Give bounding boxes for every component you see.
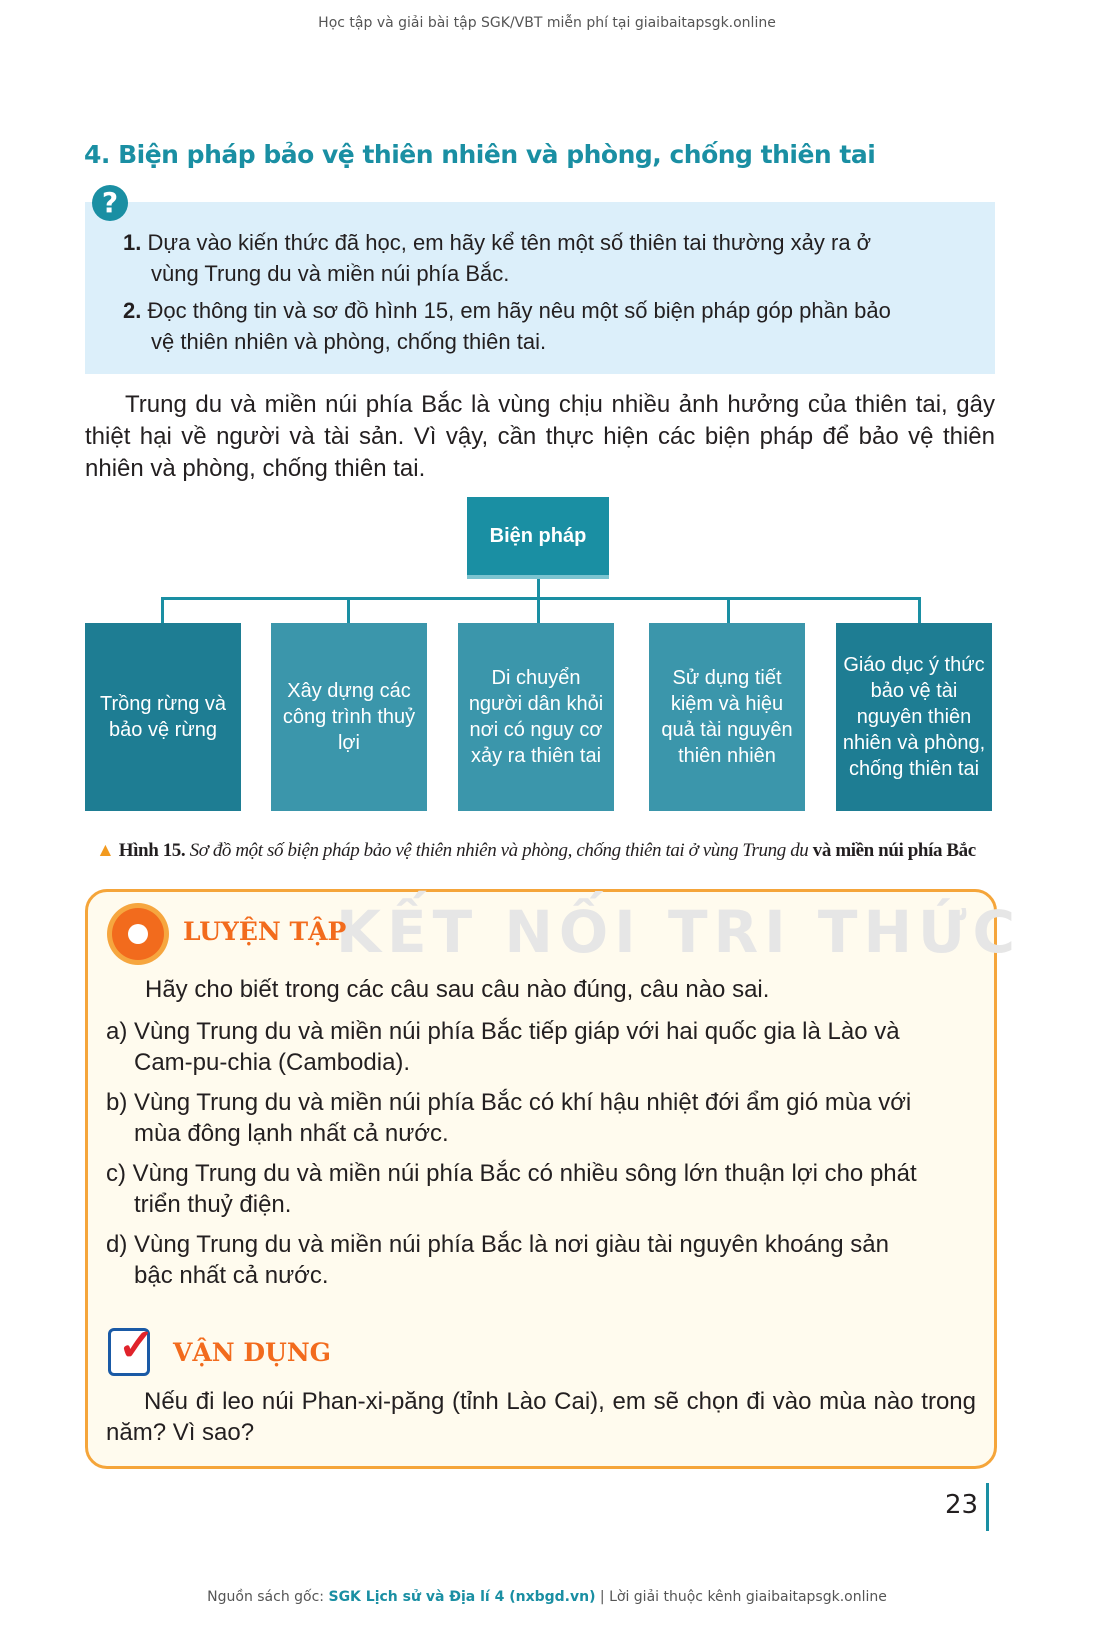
practice-item-line: a) Vùng Trung du và miền núi phía Bắc tiếp giáp với hai quốc gia là Lào và <box>106 1018 900 1045</box>
question-item <box>123 227 963 289</box>
watermark: KẾT NỐI TRI THỨC <box>336 898 1022 966</box>
check-mark-icon: ✓ <box>118 1321 155 1370</box>
question-line: vùng Trung du và miền núi phía Bắc. <box>151 261 510 286</box>
connector-drop <box>537 597 540 623</box>
practice-item <box>106 1016 976 1078</box>
connector-drop <box>727 597 730 623</box>
apply-title: VẬN DỤNG <box>173 1338 332 1367</box>
practice-item-line: triển thuỷ điện. <box>134 1191 292 1218</box>
header-note: Học tập và giải bài tập SGK/VBT miễn phí tại giaibaitapsgk.online <box>318 15 776 31</box>
practice-item-line: mùa đông lạnh nhất cả nước. <box>134 1120 449 1147</box>
connector-drop <box>161 597 164 623</box>
question-mark-icon: ? <box>92 185 128 221</box>
practice-item-line: Cam-pu-chia (Cambodia). <box>134 1049 411 1076</box>
caption-text-bold: và miền núi phía Bắc <box>812 840 976 861</box>
footer-source-link[interactable]: SGK Lịch sử và Địa lí 4 (nxbgd.vn) <box>328 1589 596 1605</box>
practice-item-line: d) Vùng Trung du và miền núi phía Bắc là nơi giàu tài nguyên khoáng sản <box>106 1231 889 1258</box>
figure-caption <box>96 840 976 862</box>
connector-vertical <box>537 579 540 599</box>
question-line: vệ thiên nhiên và phòng, chống thiên tai. <box>151 329 547 354</box>
footer <box>0 1589 1094 1605</box>
practice-item-line: c) Vùng Trung du và miền núi phía Bắc có nhiều sông lớn thuận lợi cho phát <box>106 1160 917 1187</box>
diagram-leaf-irrigation: Xây dựng các công trình thuỷ lợi <box>271 623 427 811</box>
diagram-leaf-reforest: Trồng rừng và bảo vệ rừng <box>85 623 241 811</box>
caption-label: Hình 15. <box>118 840 186 861</box>
practice-item <box>106 1158 976 1220</box>
page-number: 23 <box>945 1490 979 1520</box>
practice-item-line: b) Vùng Trung du và miền núi phía Bắc có khí hậu nhiệt đới ẩm gió mùa với <box>106 1089 912 1116</box>
question-number: 1. <box>123 230 142 255</box>
footer-prefix: Nguồn sách gốc: <box>207 1589 325 1605</box>
apply-text <box>106 1386 976 1448</box>
caption-text: Sơ đồ một số biện pháp bảo vệ thiên nhiên và phòng, chống thiên tai ở vùng Trung du <box>189 840 809 861</box>
triangle-icon: ▲ <box>96 840 115 861</box>
practice-title: LUYỆN TẬP <box>183 917 347 946</box>
practice-item-line: bậc nhất cả nước. <box>134 1262 329 1289</box>
apply-text-content: Nếu đi leo núi Phan-xi-păng (tỉnh Lào Cai), em sẽ chọn đi vào mùa nào trong năm? Vì sao? <box>106 1388 976 1446</box>
diagram-leaf-education: Giáo dục ý thức bảo vệ tài nguyên thiên nhiên và phòng, chống thiên tai <box>836 623 992 811</box>
section-heading: 4. Biện pháp bảo vệ thiên nhiên và phòng, chống thiên tai <box>84 140 876 169</box>
connector-drop <box>918 597 921 623</box>
intro-paragraph <box>85 389 995 485</box>
practice-item <box>106 1087 976 1149</box>
question-number: 2. <box>123 298 142 323</box>
diagram-leaf-relocation: Di chuyển người dân khỏi nơi có nguy cơ xảy ra thiên tai <box>458 623 614 811</box>
page-bar <box>986 1483 989 1531</box>
question-line: Đọc thông tin và sơ đồ hình 15, em hãy nêu một số biện pháp góp phần bảo <box>147 298 891 323</box>
practice-prompt: Hãy cho biết trong các câu sau câu nào đúng, câu nào sai. <box>145 976 770 1003</box>
question-line: Dựa vào kiến thức đã học, em hãy kể tên một số thiên tai thường xảy ra ở <box>147 230 872 255</box>
question-item <box>123 295 963 357</box>
footer-suffix: | Lời giải thuộc kênh giaibaitapsgk.online <box>599 1589 887 1605</box>
practice-item <box>106 1229 976 1291</box>
connector-horizontal <box>161 597 921 600</box>
diagram-leaf-resources: Sử dụng tiết kiệm và hiệu quả tài nguyên thiên nhiên <box>649 623 805 811</box>
intro-paragraph-text: Trung du và miền núi phía Bắc là vùng chịu nhiều ảnh hưởng của thiên tai, gây thiệt hại về người và tài sản. Vì vậy, cần thực hiện các biện pháp để bảo vệ thiên nhiên và phòng, chống thiên tai. <box>85 391 995 482</box>
gear-center <box>128 924 148 944</box>
connector-drop <box>347 597 350 623</box>
diagram-root: Biện pháp <box>467 497 609 579</box>
